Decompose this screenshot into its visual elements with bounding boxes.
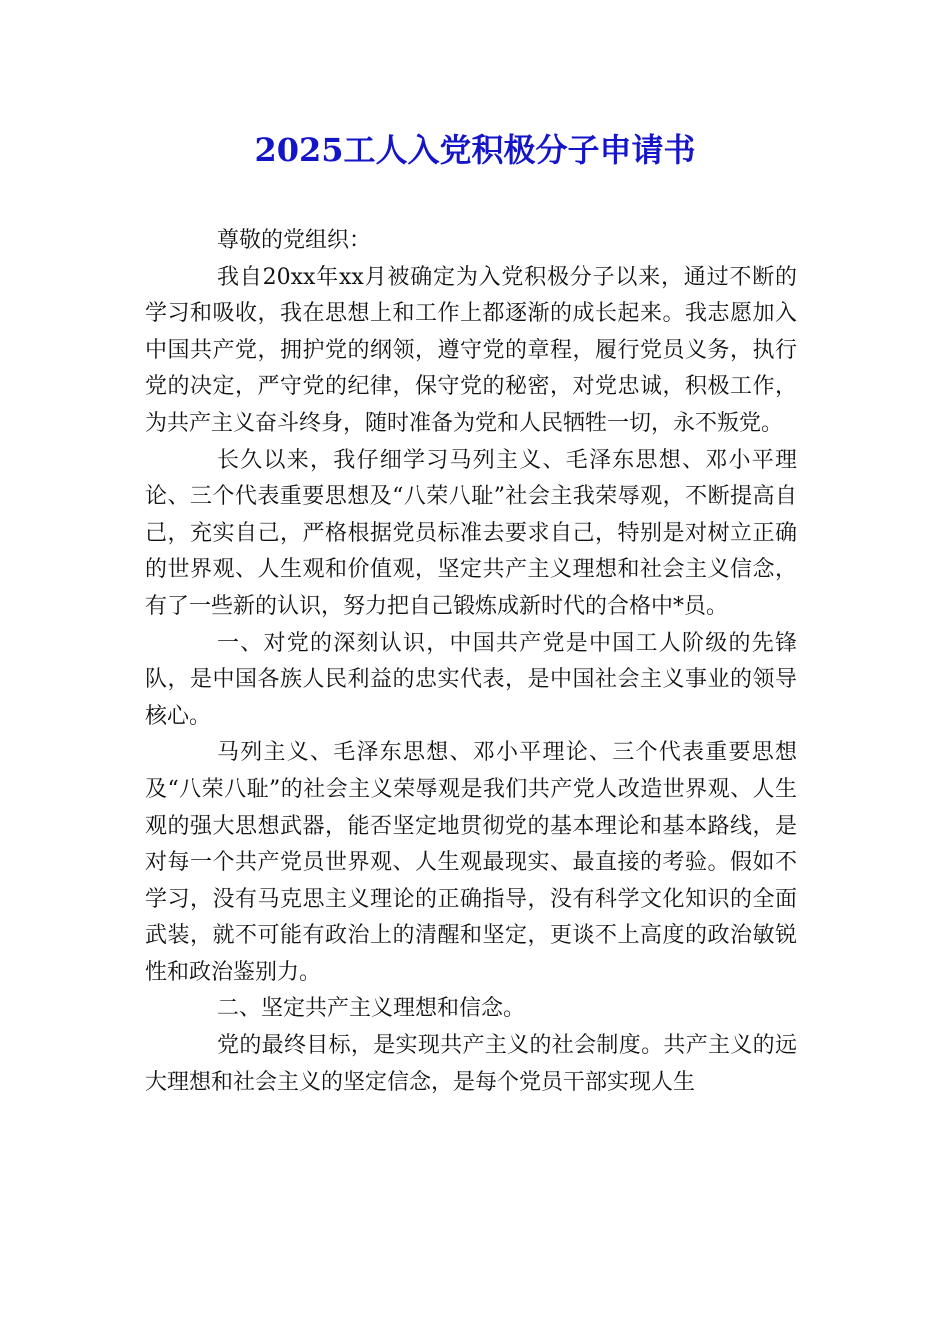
paragraph: 二、坚定共产主义理想和信念。 [217, 996, 526, 1022]
paragraph: 党的最终目标，是实现共产主义的社会制度。共产主义的远大理想和社会主义的坚定信念，是每个党员干部实现人生 [145, 1033, 797, 1095]
paragraph: 我自20xx年xx月被确定为入党积极分子以来，通过不断的学习和吸收，我在思想上和工作上都逐渐的成长起来。我志愿加入中国共产党，拥护党的纲领，遵守党的章程，履行党员义务，执行党的决定，严守党的纪律，保守党的秘密，对党忠诚，积极工作，为共产主义奋斗终身，随时准备为党和人民牺牲一切，永不叛党。 [145, 264, 797, 436]
document-body [145, 223, 797, 1101]
paragraph: 一、对党的深刻认识，中国共产党是中国工人阶级的先锋队，是中国各族人民利益的忠实代表，是中国社会主义事业的领导核心。 [145, 630, 797, 729]
paragraph: 马列主义、毛泽东思想、邓小平理论、三个代表重要思想及“八荣八耻”的社会主义荣辱观是我们共产党人改造世界观、人生观的强大思想武器，能否坚定地贯彻党的基本理论和基本路线，是对每一个共产党员世界观、人生观最现实、最直接的考验。假如不学习，没有马克思主义理论的正确指导，没有科学文化知识的全面武装，就不可能有政治上的清醒和坚定，更谈不上高度的政治敏锐性和政治鉴别力。 [145, 740, 797, 985]
document-title: 2025工人入党积极分子申请书 [254, 131, 696, 169]
paragraph: 长久以来，我仔细学习马列主义、毛泽东思想、邓小平理论、三个代表重要思想及“八荣八耻”社会主我荣辱观，不断提高自己，充实自己，严格根据党员标准去要求自己，特别是对树立正确的世界观、人生观和价值观，坚定共产主义理想和社会主义信念，有了一些新的认识，努力把自己锻炼成新时代的合格中*员。 [145, 447, 797, 619]
salutation: 尊敬的党组织： [217, 228, 372, 253]
